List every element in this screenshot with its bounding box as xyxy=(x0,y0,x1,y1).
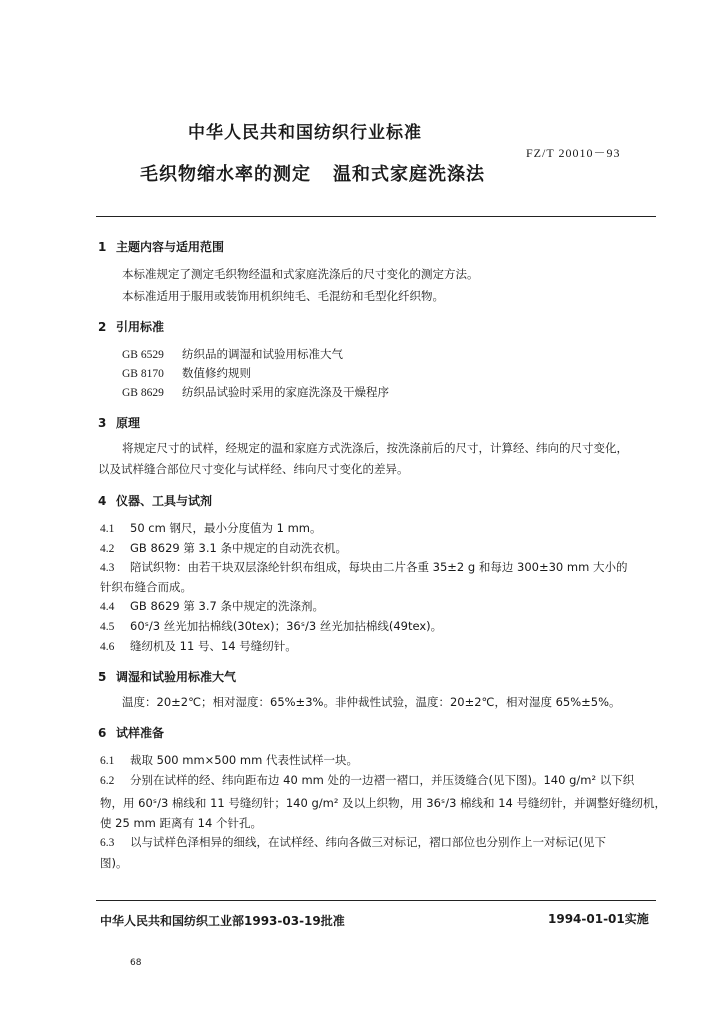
issuing-organization: 中华人民共和国纺织行业标准 xyxy=(188,123,422,143)
clause-text: 使 25 mm 距离有 14 个针孔。 xyxy=(100,816,262,830)
clause-4-6 xyxy=(100,638,297,654)
clause-number: 4.1 xyxy=(100,523,115,535)
clause-text: 针织布缝合而成。 xyxy=(100,580,192,594)
clause-text: 50 cm 钢尺，最小分度值为 1 mm。 xyxy=(130,521,322,535)
section-1-heading xyxy=(98,238,224,255)
paragraph: 以及试样缝合部位尺寸变化与试样经、纬向尺寸变化的差异。 xyxy=(98,462,409,476)
header-rule xyxy=(96,216,656,217)
clause-6-2 xyxy=(100,772,634,788)
reference-code: GB 6529 xyxy=(122,349,164,361)
section-number: 6 xyxy=(98,726,107,740)
section-number: 5 xyxy=(98,670,107,684)
clause-text: 物，用 60ˢ/3 棉线和 11 号缝纫针；140 g/m² 及以上织物，用 36ˢ/3 棉线和 14 号缝纫针，并调整好缝纫机， xyxy=(100,796,666,810)
section-title: 原理 xyxy=(116,416,141,430)
section-5-heading xyxy=(98,668,236,685)
title-subtitle: 温和式家庭洗涤法 xyxy=(333,164,485,185)
paragraph: 本标准规定了测定毛织物经温和式家庭洗涤后的尺寸变化的测定方法。 xyxy=(122,267,479,281)
reference-item xyxy=(122,365,251,381)
section-title: 引用标准 xyxy=(116,320,165,334)
section-title: 试样准备 xyxy=(116,726,165,740)
reference-item xyxy=(122,346,343,362)
clause-4-5 xyxy=(100,618,442,634)
reference-title: 数值修约规则 xyxy=(182,366,251,380)
reference-code: GB 8629 xyxy=(122,387,164,399)
section-title: 主题内容与适用范围 xyxy=(116,240,225,254)
reference-item xyxy=(122,384,389,400)
clause-number: 4.2 xyxy=(100,543,115,555)
reference-title: 纺织品试验时采用的家庭洗涤及干燥程序 xyxy=(182,385,389,399)
section-number: 4 xyxy=(98,494,107,508)
clause-number: 4.3 xyxy=(100,562,115,574)
clause-4-1 xyxy=(100,520,322,536)
section-title: 调湿和试验用标准大气 xyxy=(116,670,237,684)
paragraph: 本标准适用于服用或装饰用机织纯毛、毛混纺和毛型化纤织物。 xyxy=(122,289,444,303)
paragraph: 温度：20±2℃；相对湿度：65%±3%。非仲裁性试验，温度：20±2℃，相对湿度 65%±5%。 xyxy=(122,695,621,709)
clause-text: 图)。 xyxy=(100,856,128,870)
reference-code: GB 8170 xyxy=(122,368,164,380)
clause-text: 缝纫机及 11 号、14 号缝纫针。 xyxy=(130,639,297,653)
clause-text: 60ˢ/3 丝光加拈棉线(30tex)；36ˢ/3 丝光加拈棉线(49tex)。 xyxy=(130,619,443,633)
clause-number: 6.3 xyxy=(100,837,115,849)
paragraph: 将规定尺寸的试样，经规定的温和家庭方式洗涤后，按洗涤前后的尺寸，计算经、纬向的尺寸变化， xyxy=(122,441,628,455)
clause-4-2 xyxy=(100,540,347,556)
section-number: 2 xyxy=(98,320,107,334)
title-main: 毛织物缩水率的测定 xyxy=(140,164,311,185)
clause-text: 以与试样色泽相异的细线，在试样经、纬向各做三对标记，褶口部位也分别作上一对标记(见下 xyxy=(130,835,606,849)
standard-code: FZ/T 20010－93 xyxy=(526,146,621,160)
section-3-heading xyxy=(98,414,140,431)
clause-4-4 xyxy=(100,598,324,614)
clause-text: 分别在试样的经、纬向距布边 40 mm 处的一边褶一褶口，并压烫缝合(见下图)。140 g/m² 以下织 xyxy=(130,773,635,787)
footer-rule xyxy=(96,900,656,901)
clause-text: 裁取 500 mm×500 mm 代表性试样一块。 xyxy=(130,753,358,767)
section-6-heading xyxy=(98,724,164,741)
clause-continuation xyxy=(100,855,128,871)
approval-line: 中华人民共和国纺织工业部1993-03-19批准 xyxy=(100,914,345,928)
reference-title: 纺织品的调湿和试验用标准大气 xyxy=(182,347,343,361)
clause-text: 陪试织物：由若干块双层涤纶针织布组成，每块由二片各重 35±2 g 和每边 300±30 mm 大小的 xyxy=(130,560,628,574)
section-number: 3 xyxy=(98,416,107,430)
section-number: 1 xyxy=(98,240,107,254)
clause-continuation xyxy=(100,579,192,595)
section-2-heading xyxy=(98,318,164,335)
clause-number: 4.5 xyxy=(100,621,115,633)
clause-6-1 xyxy=(100,752,358,768)
clause-continuation xyxy=(100,815,262,831)
section-4-heading xyxy=(98,492,212,509)
implementation-date: 1994-01-01实施 xyxy=(548,912,649,926)
section-title: 仪器、工具与试剂 xyxy=(116,494,213,508)
clause-number: 4.4 xyxy=(100,601,115,613)
clause-text: GB 8629 第 3.7 条中规定的洗涤剂。 xyxy=(130,599,324,613)
document-title xyxy=(140,160,485,186)
clause-text: GB 8629 第 3.1 条中规定的自动洗衣机。 xyxy=(130,541,347,555)
clause-number: 4.6 xyxy=(100,641,115,653)
clause-number: 6.2 xyxy=(100,775,115,787)
clause-4-3 xyxy=(100,559,627,575)
clause-continuation xyxy=(100,795,666,811)
clause-number: 6.1 xyxy=(100,755,115,767)
page-number: 68 xyxy=(130,958,142,968)
clause-6-3 xyxy=(100,834,606,850)
